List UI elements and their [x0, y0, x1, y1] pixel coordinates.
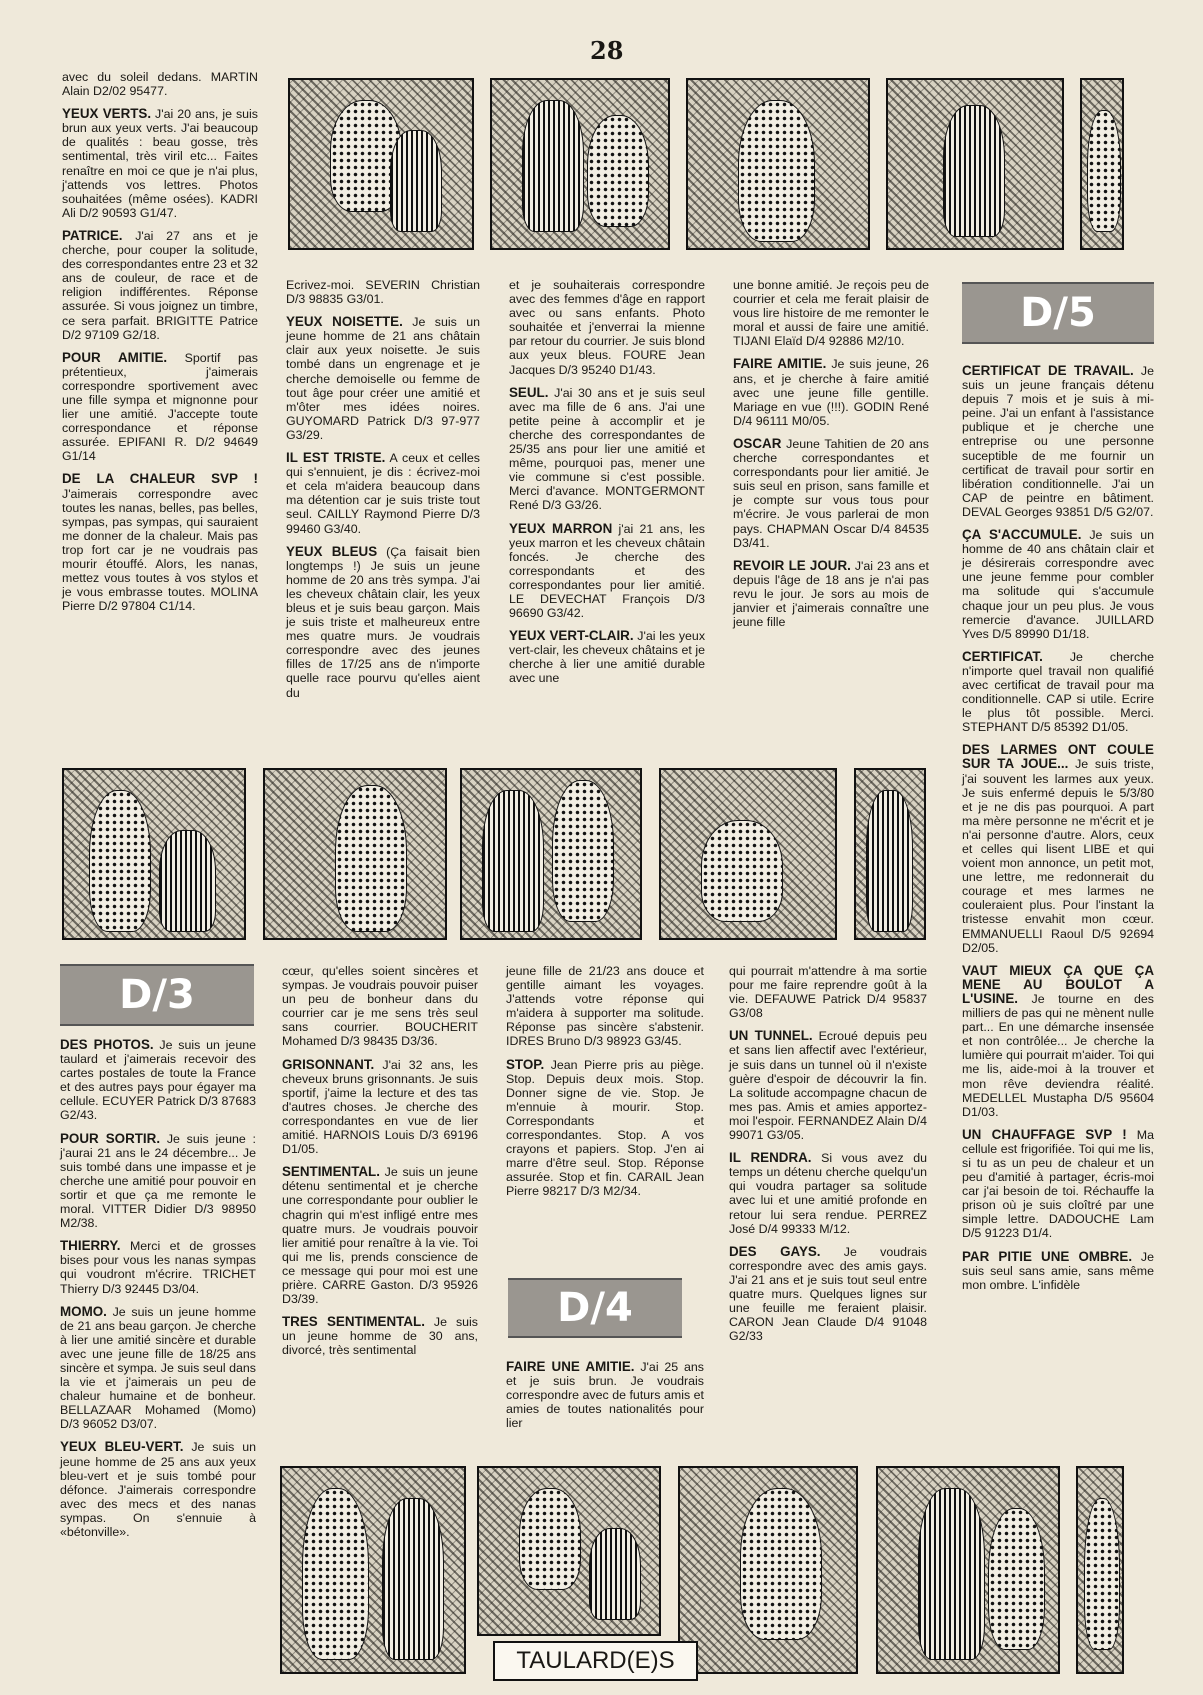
ad-heading: UN CHAUFFAGE SVP ! — [962, 1126, 1127, 1142]
ad-body: J'ai les yeux vert-clair, les cheveux châtains et je cherche à lier une amitié durable avec une — [509, 629, 706, 686]
classified-ad — [62, 229, 258, 342]
comic-panel — [1080, 78, 1124, 250]
ad-heading: CERTIFICAT DE TRAVAIL. — [962, 363, 1134, 378]
classified-ad — [282, 1315, 478, 1357]
ad-body: Jean Pierre pris au piège. Stop. Depuis deux mois. Stop. Donner signe de vie. Stop. Je m'ennuie à mourir. Stop. Correspondants et correspondantes. Stop. A vos crayons et papiers. Stop. J'en ai marre d'être seul. Stop. Réponse assurée. Stop et fin. CARAIL Jean Pierre 98217 D/3 M2/34. — [506, 1057, 704, 1199]
ad-heading: YEUX BLEUS — [286, 543, 378, 559]
ad-body: J'ai 30 ans et je suis seul avec ma fille de 6 ans. J'ai une petite peine à accomplir et je cherche des correspondantes de 25/35 ans pour lier une amitié et même, pourquoi pas, mener une vie commune si c'est possible. Merci d'avance. MONTGERMONT René D/3 G3/26. — [509, 385, 705, 513]
classified-ad — [962, 964, 1154, 1119]
ad-heading: CERTIFICAT. — [962, 648, 1043, 664]
classified-ad — [733, 357, 929, 427]
classified-ad — [509, 629, 705, 685]
classified-ad — [62, 70, 258, 98]
ad-body: qui pourrait m'attendre à ma sortie pour me faire reprendre goût à la vie. DEFAUWE Patrick D/4 95837 G3/08 — [729, 964, 927, 1021]
ad-heading: FAIRE UNE AMITIE. — [506, 1359, 635, 1374]
page-number: 28 — [590, 36, 624, 65]
ad-body: J'ai 23 ans et depuis l'âge de 18 ans je n'ai pas revu le jour. Je sors au mois de janvier et j'aimerais connaître une jeune fille — [733, 558, 929, 630]
ad-heading: IL EST TRISTE. — [286, 450, 386, 466]
comic-panel — [678, 1466, 858, 1674]
classified-ad — [962, 743, 1154, 954]
classified-ad — [729, 1245, 927, 1344]
comic-panel — [686, 78, 870, 250]
ad-heading: PATRICE. — [62, 227, 123, 243]
comic-panel — [490, 78, 670, 250]
ad-body: Je suis un jeune taulard et j'aimerais recevoir des cartes postales de toute la France et des autres pays pour égayer ma cellule. ECUYER Patrick D/3 87683 G2/43. — [60, 1038, 256, 1123]
classified-ad — [286, 278, 480, 306]
comic-panel — [477, 1466, 661, 1636]
ad-body: J'ai 25 ans et je suis brun. Je voudrais correspondre avec de futurs amis et amies de toutes nationalités pour lier — [506, 1360, 704, 1431]
ad-heading: DES LARMES ONT COULE SUR TA JOUE... — [962, 742, 1154, 772]
ad-heading: YEUX NOISETTE. — [286, 314, 403, 330]
ad-body: J'ai 20 ans, je suis brun aux yeux verts. J'ai beaucoup de qualités : beau gosse, très sentimental, très viril etc... Faites renaître en moi ce que je n'ai plus, j'attends vos lettres. Photos souhaitées (même osées). KADRI Ali D/2 90593 G1/47. — [62, 107, 258, 220]
classified-ad — [506, 1360, 704, 1430]
classified-ad — [962, 528, 1154, 641]
ad-body: Ma cellule est frigorifiée. Toi qui me lis, si tu as un peu de chaleur et un peu d'amitié à partager, écris-moi car j'ai besoin de toi. Réchauffe la prison où je suis cloîtré par une simple lettre. DADOUCHE Lam D/5 91223 D1/4. — [962, 1127, 1154, 1241]
ad-body: J'ai 27 ans et je cherche, pour couper la solitude, des correspondantes entre 23 et 32 ans de couleur, de race et de religion indifférentes. Réponse assurée. Si vous joignez un timbre, ce sera parfait. BRIGITTE Patrice D/2 97109 G2/18. — [62, 228, 258, 342]
ad-body: Je tourne en des milliers de pas qui ne mènent nulle part... En une démarche insensée et non contrôlée... Je cherche la lumière qui pourrait m'aider. Toi qui me lis, aide-moi à la trouver et mon rêve deviendra réalité. MEDELLEL Mustapha D/5 95604 D1/03. — [962, 991, 1154, 1119]
classified-ad — [729, 964, 927, 1020]
section-banner-d4: D/4 — [508, 1278, 682, 1338]
ad-heading: UN TUNNEL. — [729, 1028, 813, 1044]
column-3 — [509, 278, 705, 695]
classified-ad — [62, 107, 258, 220]
ad-body: Je suis un jeune homme de 21 ans beau garçon. Je cherche à lier une amitié sincère et durable avec une jeune fille de 18/25 ans sincère et sympa. Je suis seul dans la vie et j'aimerais un peu de chaleur humaine et de bonheur. BELLAZAAR Mohamed (Momo) D/3 96052 D3/07. — [60, 1304, 256, 1432]
comic-panel — [280, 1466, 466, 1674]
classified-ad — [509, 278, 705, 377]
ad-heading: YEUX VERT-CLAIR. — [509, 628, 634, 644]
ad-heading: REVOIR LE JOUR. — [733, 557, 851, 573]
footer-title: TAULARD(E)S — [493, 1641, 698, 1681]
classified-ad — [509, 386, 705, 513]
classified-ad — [506, 1058, 704, 1199]
comic-panel — [854, 768, 926, 940]
ad-body: j'ai 21 ans, les yeux marron et les cheveux châtain foncés. Je cherche des correspondants et des correspondantes pour lier amitié. LE DEVECHAT François D/3 96690 G3/42. — [509, 521, 705, 621]
ad-body: Sportif pas prétentieux, j'aimerais correspondre sportivement avec une fille sympa et mignonne pour lier une amitié. J'accepte toute correspondance et réponse assurée. EPIFANI R. D/2 94649 G1/14 — [62, 350, 258, 464]
ad-body: Je suis un homme de 40 ans châtain clair et je désirerais correspondre avec une jeune femme pour combler ma solitude qui s'accumule chaque jour un peu plus. Je vous remercie d'avance. JUILLARD Yves D/5 89990 D1/18. — [962, 528, 1154, 641]
ad-body: Je suis jeune : j'aurai 21 ans le 24 décembre... Je suis tombé dans une impasse et je cherche une amitié pour pouvoir en sortir et que ça me remonte le moral. VITTER Didier D/3 98950 M2/38. — [60, 1131, 256, 1231]
ad-heading: POUR SORTIR. — [60, 1130, 161, 1146]
ad-body: Je suis seul sans amie, sans même mon ombre. L'infidèle — [962, 1249, 1155, 1292]
ad-heading: THIERRY. — [60, 1238, 121, 1254]
classified-ad — [733, 559, 929, 629]
comic-panel — [659, 768, 837, 940]
ad-heading: DES GAYS. — [729, 1243, 821, 1259]
ad-body: Si vous avez du temps un détenu cherche quelqu'un qui voudra partager sa solitude avec lui et une amitié profonde en retour lui sera rendue. PERREZ José D/4 99333 M/12. — [729, 1151, 927, 1236]
classified-ad — [509, 522, 705, 621]
ad-heading: GRISONNANT. — [282, 1056, 375, 1072]
ad-body: cœur, qu'elles soient sincères et sympas. Je voudrais pouvoir puiser un peu de bonheur dans du courrier car je me sens très seul sans courrier. BOUCHERIT Mohamed D/3 98435 D3/36. — [282, 964, 478, 1049]
ad-heading: FAIRE AMITIE. — [733, 356, 827, 372]
column-6 — [60, 1038, 256, 1548]
comic-panel — [876, 1466, 1060, 1674]
column-9 — [729, 964, 927, 1352]
ad-body: Je suis un jeune homme de 30 ans, divorcé, très sentimental — [282, 1315, 478, 1358]
ad-heading: STOP. — [506, 1056, 545, 1072]
ad-body: A ceux et celles qui s'ennuient, je dis : écrivez-moi et cela m'aidera beaucoup dans ma détention car je suis triste tout seul. CAILLY Raymond Pierre D/3 99460 G3/40. — [286, 451, 480, 536]
ad-body: Je cherche n'importe quel travail non qualifié avec certificat de travail pour ma conditionnelle. CAP si utile. Ecrire le plus tôt possible. Merci. STEPHANT D/5 85392 D1/05. — [962, 649, 1154, 735]
ad-body: Ecrivez-moi. SEVERIN Christian D/3 98835 G3/01. — [286, 278, 480, 307]
classified-ad — [286, 315, 480, 442]
classified-ad — [62, 472, 258, 613]
classified-ad — [60, 1038, 256, 1123]
ad-heading: YEUX VERTS. — [62, 106, 152, 122]
comic-panel — [263, 768, 447, 940]
column-8b — [506, 1360, 704, 1439]
classified-ad — [729, 1029, 927, 1142]
comic-panel — [886, 78, 1064, 250]
comic-panel — [460, 768, 642, 940]
classified-ad — [282, 964, 478, 1049]
ad-body: Je voudrais correspondre avec des amis gays. J'ai 21 ans et je suis tout seul entre quatre murs. Quelques lignes sur une feuille me feraient plaisir. CARON Jean Claude D/4 91048 G2/33 — [729, 1244, 927, 1344]
ad-heading: ÇA S'ACCUMULE. — [962, 527, 1082, 543]
classified-ad — [733, 278, 929, 348]
classified-ad — [286, 451, 480, 536]
classified-ad — [962, 364, 1154, 519]
ad-body: Merci et de grosses bises pour vous les nanas sympas qui voudront m'écrire. TRICHET Thierry D/3 92445 D3/04. — [60, 1239, 256, 1296]
classified-ad — [60, 1239, 256, 1295]
ad-heading: POUR AMITIE. — [62, 349, 168, 365]
comic-panel — [288, 78, 474, 250]
column-4 — [733, 278, 929, 638]
ad-body: Je suis triste, j'ai souvent les larmes aux yeux. Je suis enfermé depuis le 5/3/80 et je ne dis pas pourquoi. A part ma mère personne ne m'écrit et je n'ai personne d'autre. Alors, ceux et celles qui lisent LIBE et qui voient mon annonce, un petit mot, une lettre, me redonnerait du courage et mes larmes ne couleraient plus. Pour l'instant la tristesse envahit mon cœur. EMMANUELLI Raoul D/5 92694 D2/05. — [962, 757, 1154, 955]
classified-ad — [282, 1165, 478, 1306]
ad-body: avec du soleil dedans. MARTIN Alain D2/02 95477. — [62, 70, 258, 99]
ad-body: une bonne amitié. Je reçois peu de courrier et cela me ferait plaisir de vous lire histoire de me remonter le moral et aussi de faire une amitié. TIJANI Elaïd D/4 92886 M2/10. — [733, 278, 929, 349]
column-7 — [282, 964, 478, 1366]
ad-body: Je suis jeune, 26 ans, et je cherche à faire amitié avec une jeune fille gentille. Mariage en vue (!!!). GODIN René D/4 96111 M0/05. — [733, 357, 929, 428]
ad-body: Je suis un jeune homme de 21 ans châtain clair aux yeux noisette. Je suis tombé dans un engrenage et je cherche demoiselle ou femme de tout âge pour créer une amitié et m'ôter mes idées noires. GUYOMARD Patrick D/3 97-977 G3/29. — [286, 315, 480, 442]
classified-ad — [60, 1132, 256, 1231]
classified-ad — [60, 1440, 256, 1539]
ad-heading: SENTIMENTAL. — [282, 1164, 380, 1180]
ad-heading: TRES SENTIMENTAL. — [282, 1314, 425, 1330]
comic-panel — [1076, 1466, 1124, 1674]
column-8 — [506, 964, 704, 1208]
section-banner-d5: D/5 — [962, 282, 1154, 344]
classified-ad — [62, 351, 258, 464]
ad-heading: OSCAR — [733, 435, 782, 451]
classified-ad — [962, 1128, 1154, 1241]
classified-ad — [506, 964, 704, 1049]
ad-heading: IL RENDRA. — [729, 1150, 812, 1166]
ad-heading: VAUT MIEUX ÇA QUE ÇA MENE AU BOULOT A L'USINE. — [962, 962, 1154, 1006]
ad-heading: MOMO. — [60, 1303, 107, 1319]
classified-ad — [962, 650, 1154, 735]
classified-ad — [286, 545, 480, 700]
ad-body: J'ai 32 ans, les cheveux bruns grisonnants. Je suis sportif, j'aime la lecture et des tas d'autres choses. Je cherche des correspondantes en vue de lier amitié. HARNOIS Louis D/3 69196 D1/05. — [282, 1057, 478, 1157]
ad-body: Ecroué depuis peu et sans lien affectif avec l'extérieur, je suis dans un tunnel où il n'existe guère d'espoir de découvrir la fin. La solitude accompagne chacun de mes pas. Amis et amies apportez-moi l'espoir. FERNANDEZ Alain D/4 99071 G3/05. — [729, 1029, 927, 1143]
ad-body: Jeune Tahitien de 20 ans cherche correspondantes et correspondants pour lier amitié. Je suis seul en prison, sans famille et je compte sur vous tous pour m'écrire. Je vous parlerai de mon pays. CHAPMAN Oscar D/4 84535 D3/41. — [733, 436, 929, 550]
classified-ad — [282, 1058, 478, 1157]
ad-body: Je suis un jeune français détenu depuis 7 mois et je suis à mi-peine. J'ai un enfant à l'assistance publique et je cherche une entreprise ou une personne suceptible de me fournir un certificat de travail pour sortir en libération conditionnelle. J'ai un CAP de peintre en bâtiment. DEVAL Georges 93851 D/5 G2/07. — [962, 364, 1154, 519]
ad-body: J'aimerais correspondre avec toutes les nanas, belles, pas belles, sympas, pas sympas, qui sauraient me donner de la chaleur. Mais pas trop fort car je ne voudrais pas mourir étouffé. Alors, les nanas, mettez vous toutes à vos stylos et je vous embrasse toutes. MOLINA Pierre D/2 97804 C1/14. — [62, 486, 258, 614]
ad-heading: PAR PITIE UNE OMBRE. — [962, 1248, 1133, 1264]
ad-body: Je suis un jeune détenu sentimental et je cherche une correspondante pour oublier le chagrin qui m'est infligé entre mes quatre murs. Je voudrais pouvoir lier amitié pour renaître à la vie. Toi qui me lis, prends conscience de ce message qui pour moi est une prière. CARRE Gaston. D/3 95926 D3/39. — [282, 1165, 478, 1307]
classified-ad — [729, 1151, 927, 1236]
column-1 — [62, 70, 258, 622]
classified-ad — [962, 1250, 1154, 1292]
ad-body: jeune fille de 21/23 ans douce et gentille aimant les voyages. J'attends votre réponse qui m'aidera à supporter ma solitude. Réponse pas sincère s'abstenir. IDRES Bruno D/3 98923 G3/45. — [506, 964, 704, 1049]
classified-ad — [733, 437, 929, 550]
column-2 — [286, 278, 480, 709]
ad-heading: DES PHOTOS. — [60, 1037, 154, 1052]
classified-ad — [60, 1305, 256, 1432]
column-5 — [962, 364, 1154, 1301]
ad-heading: DE LA CHALEUR SVP ! — [62, 471, 258, 487]
ad-heading: YEUX BLEU-VERT. — [60, 1439, 184, 1455]
section-banner-d3: D/3 — [60, 964, 254, 1026]
ad-heading: YEUX MARRON — [509, 520, 613, 536]
ad-body: (Ça faisait bien longtemps !) Je suis un jeune homme de 20 ans très sympa. J'ai les cheveux châtain clair, les yeux bleus et je suis beau garçon. Mais je suis triste et malheureux entre mes quatre murs. Je voudrais correspondre avec des jeunes filles de 17/25 ans de n'importe quelle race pourvu qu'elles aient du — [286, 544, 480, 700]
ad-body: et je souhaiterais correspondre avec des femmes d'âge en rapport avec ou sans enfants. Photo souhaitée et j'enverrai la mienne par retour du courrier. Je suis blond aux yeux bleus. FOURE Jean Jacques D/3 95240 D1/43. — [509, 278, 705, 377]
ad-heading: SEUL. — [509, 384, 549, 400]
ad-body: Je suis un jeune homme de 25 ans aux yeux bleu-vert et je suis tombé pour défonce. J'aimerais correspondre avec des mecs et des nanas sympas. On s'ennuie à «bétonville». — [60, 1440, 257, 1539]
comic-panel — [62, 768, 246, 940]
